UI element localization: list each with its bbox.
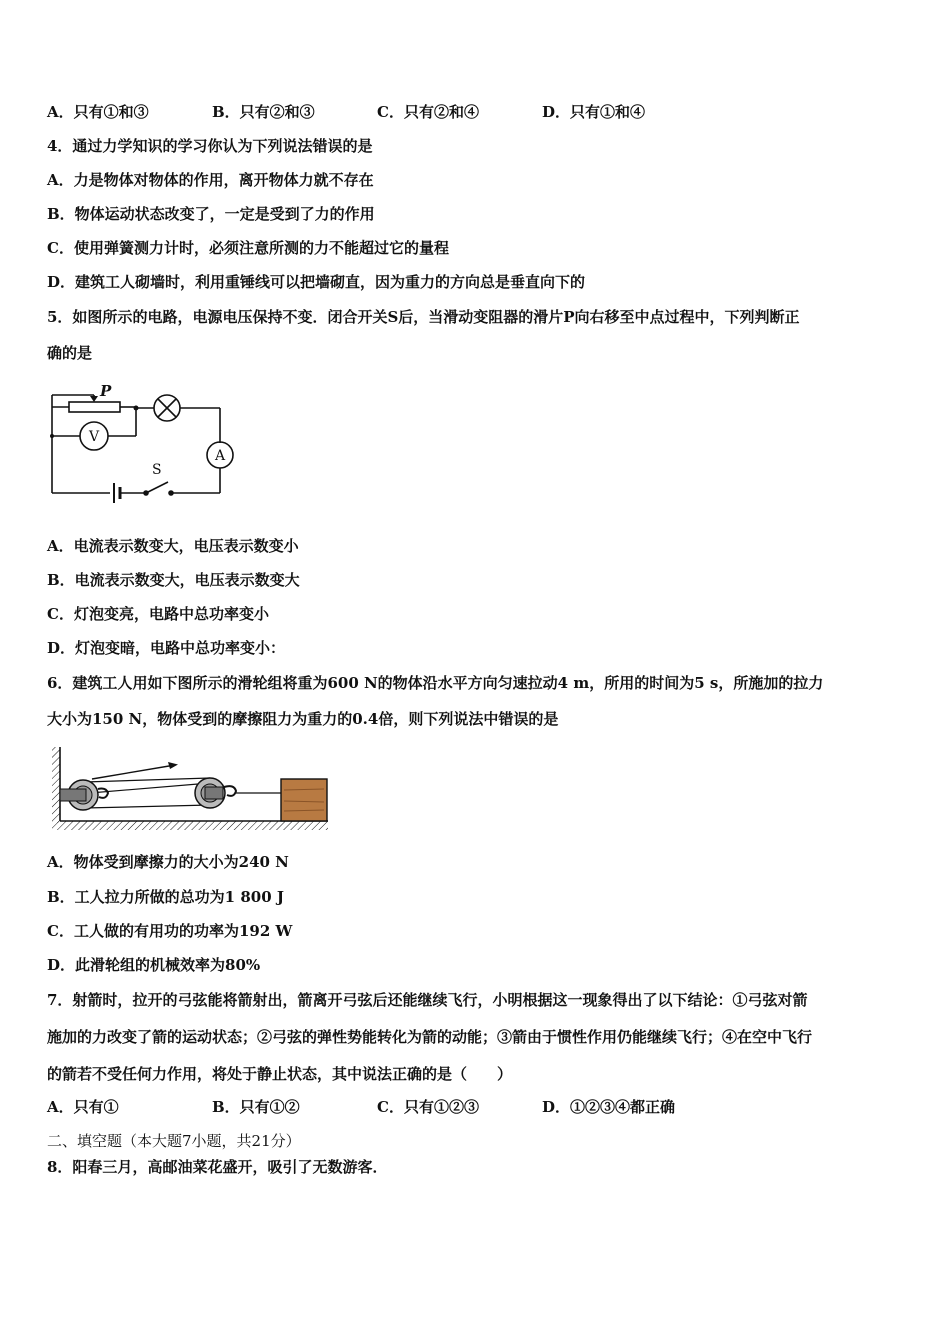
switch-label: S bbox=[152, 462, 162, 478]
q6-option-c: C．工人做的有用功的功率为192 W bbox=[47, 922, 293, 940]
q5-option-c: C．灯泡变亮，电路中总功率变小 bbox=[47, 605, 269, 623]
q6-option-a: A．物体受到摩擦力的大小为240 N bbox=[47, 853, 289, 871]
q4-option-b: B．物体运动状态改变了，一定是受到了力的作用 bbox=[47, 205, 375, 223]
q6-stem-line1: 6．建筑工人用如下图所示的滑轮组将重为600 N的物体沿水平方向匀速拉动4 m，所用的时间为5 s，所施加的拉力 bbox=[47, 674, 824, 692]
q3-option-c: C．只有②和④ bbox=[377, 103, 479, 121]
q5-stem-line2: 确的是 bbox=[47, 344, 93, 362]
q7-option-c: C．只有①②③ bbox=[377, 1098, 479, 1116]
q8-stem: 8．阳春三月，高邮油菜花盛开，吸引了无数游客． bbox=[47, 1158, 388, 1176]
slider-label: P bbox=[100, 382, 112, 400]
q3-options bbox=[47, 102, 907, 122]
q5-option-d: D．灯泡变暗，电路中总功率变小： bbox=[47, 639, 286, 657]
q6-option-b: B．工人拉力所做的总功为1 800 J bbox=[47, 888, 284, 906]
q3-option-d: D．只有①和④ bbox=[542, 103, 646, 121]
ammeter-label: A bbox=[214, 448, 226, 464]
q3-option-b: B．只有②和③ bbox=[212, 103, 315, 121]
q7-option-a: A．只有① bbox=[47, 1098, 119, 1116]
q4-option-d: D．建筑工人砌墙时，利用重锤线可以把墙砌直，因为重力的方向总是垂直向下的 bbox=[47, 273, 586, 291]
q4-option-a: A．力是物体对物体的作用，离开物体力就不存在 bbox=[47, 171, 374, 189]
q3-option-a: A．只有①和③ bbox=[47, 103, 149, 121]
q7-options bbox=[47, 1097, 907, 1117]
pulley-diagram bbox=[50, 745, 332, 833]
q4-stem: 4．通过力学知识的学习你认为下列说法错误的是 bbox=[47, 137, 373, 155]
q7-option-d: D．①②③④都正确 bbox=[542, 1098, 676, 1116]
q7-option-b: B．只有①② bbox=[212, 1098, 300, 1116]
voltmeter-label: V bbox=[88, 429, 100, 445]
q4-option-c: C．使用弹簧测力计时，必须注意所测的力不能超过它的量程 bbox=[47, 239, 449, 257]
q5-option-b: B．电流表示数变大，电压表示数变大 bbox=[47, 571, 300, 589]
q5-option-a: A．电流表示数变大，电压表示数变小 bbox=[47, 537, 299, 555]
circuit-diagram bbox=[44, 380, 244, 505]
q5-stem-line1: 5．如图所示的电路，电源电压保持不变．闭合开关S后，当滑动变阻器的滑片P向右移至中点过程中，下列判断正 bbox=[47, 308, 800, 326]
q7-stem-line2: 施加的力改变了箭的运动状态；②弓弦的弹性势能转化为箭的动能；③箭由于惯性作用仍能继续飞行；④在空中飞行 bbox=[47, 1028, 813, 1046]
q7-stem-line3: 的箭若不受任何力作用，将处于静止状态，其中说法正确的是（ ） bbox=[47, 1065, 513, 1083]
q6-stem-line2: 大小为150 N，物体受到的摩擦阻力为重力的0.4倍，则下列说法中错误的是 bbox=[47, 710, 559, 728]
q6-option-d: D．此滑轮组的机械效率为80% bbox=[47, 956, 261, 974]
section-heading: 二、填空题（本大题7小题，共21分） bbox=[47, 1132, 301, 1150]
q7-stem-line1: 7．射箭时，拉开的弓弦能将箭射出，箭离开弓弦后还能继续飞行，小明根据这一现象得出了以下结论：①弓弦对箭 bbox=[47, 991, 808, 1009]
